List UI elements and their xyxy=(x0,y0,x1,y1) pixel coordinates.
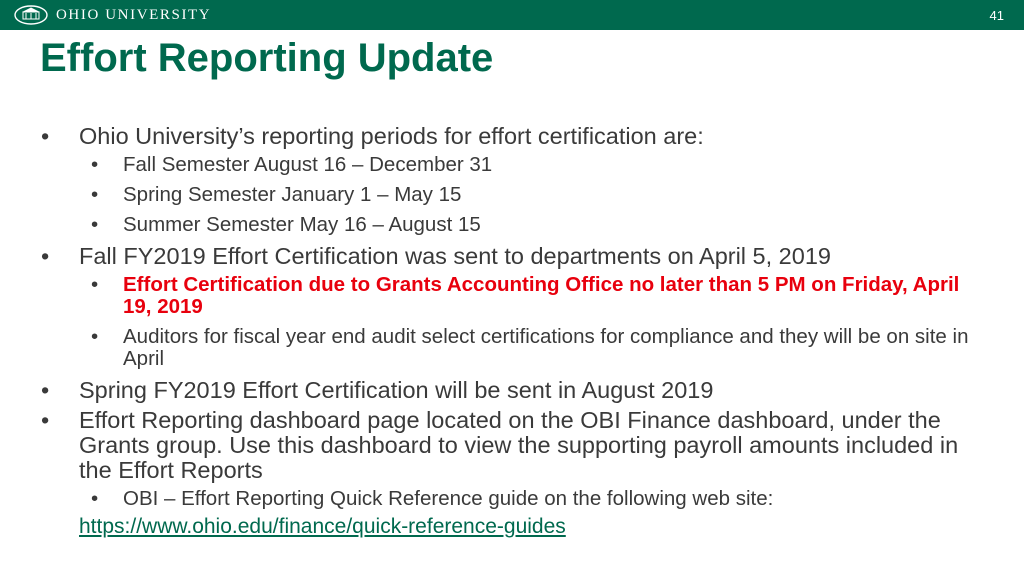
bullet-marker: • xyxy=(41,123,50,149)
bullet-marker: • xyxy=(91,213,99,236)
bullet-item xyxy=(0,408,969,483)
bullet-marker: • xyxy=(91,153,99,176)
logo-wordmark: OHIO UNIVERSITY xyxy=(56,6,212,23)
bullet-text: Ohio University’s reporting periods for effort certification are: xyxy=(79,123,704,149)
bullet-text: Spring Semester January 1 – May 15 xyxy=(123,183,462,206)
slide-number: 41 xyxy=(989,8,1004,23)
bullet-marker: • xyxy=(91,183,99,206)
bullet-item xyxy=(0,244,969,269)
sub-bullet-item xyxy=(0,154,983,176)
quick-reference-link[interactable]: https://www.ohio.edu/finance/quick-reference-guides xyxy=(79,515,566,538)
header-bar xyxy=(0,0,1024,30)
bullet-marker: • xyxy=(91,273,99,296)
sub-bullet-item-deadline xyxy=(0,274,983,318)
bullet-marker: • xyxy=(41,407,50,433)
sub-bullet-item xyxy=(0,326,983,370)
bullet-text: OBI – Effort Reporting Quick Reference guide on the following web site: xyxy=(123,487,774,510)
bullet-text: Effort Reporting dashboard page located on the OBI Finance dashboard, under the Grants group. Use this dashboard to view the supporting payroll amounts included in the Effort Reports xyxy=(79,407,959,483)
sub-bullet-item xyxy=(0,214,983,236)
bullet-marker: • xyxy=(41,377,50,403)
sub-bullet-item xyxy=(0,184,983,206)
bullet-item xyxy=(0,124,969,149)
ohio-university-logo xyxy=(14,4,211,26)
bullet-item xyxy=(0,378,969,403)
bullet-marker: • xyxy=(41,243,50,269)
bullet-marker: • xyxy=(91,487,99,510)
bullet-text: Fall FY2019 Effort Certification was sent to departments on April 5, 2019 xyxy=(79,243,831,269)
bullet-marker: • xyxy=(91,325,99,348)
bullet-list xyxy=(0,124,1024,539)
bullet-text: Spring FY2019 Effort Certification will be sent in August 2019 xyxy=(79,377,714,403)
bullet-text: Fall Semester August 16 – December 31 xyxy=(123,153,493,176)
deadline-text: Effort Certification due to Grants Accounting Office no later than 5 PM on Friday, April 19, 2019 xyxy=(123,273,960,318)
bullet-text: Summer Semester May 16 – August 15 xyxy=(123,213,481,236)
university-seal-icon xyxy=(14,5,48,25)
sub-bullet-item xyxy=(0,488,983,510)
bullet-text: Auditors for fiscal year end audit select certifications for compliance and they will be on site in April xyxy=(123,325,969,370)
slide-title: Effort Reporting Update xyxy=(40,36,494,80)
